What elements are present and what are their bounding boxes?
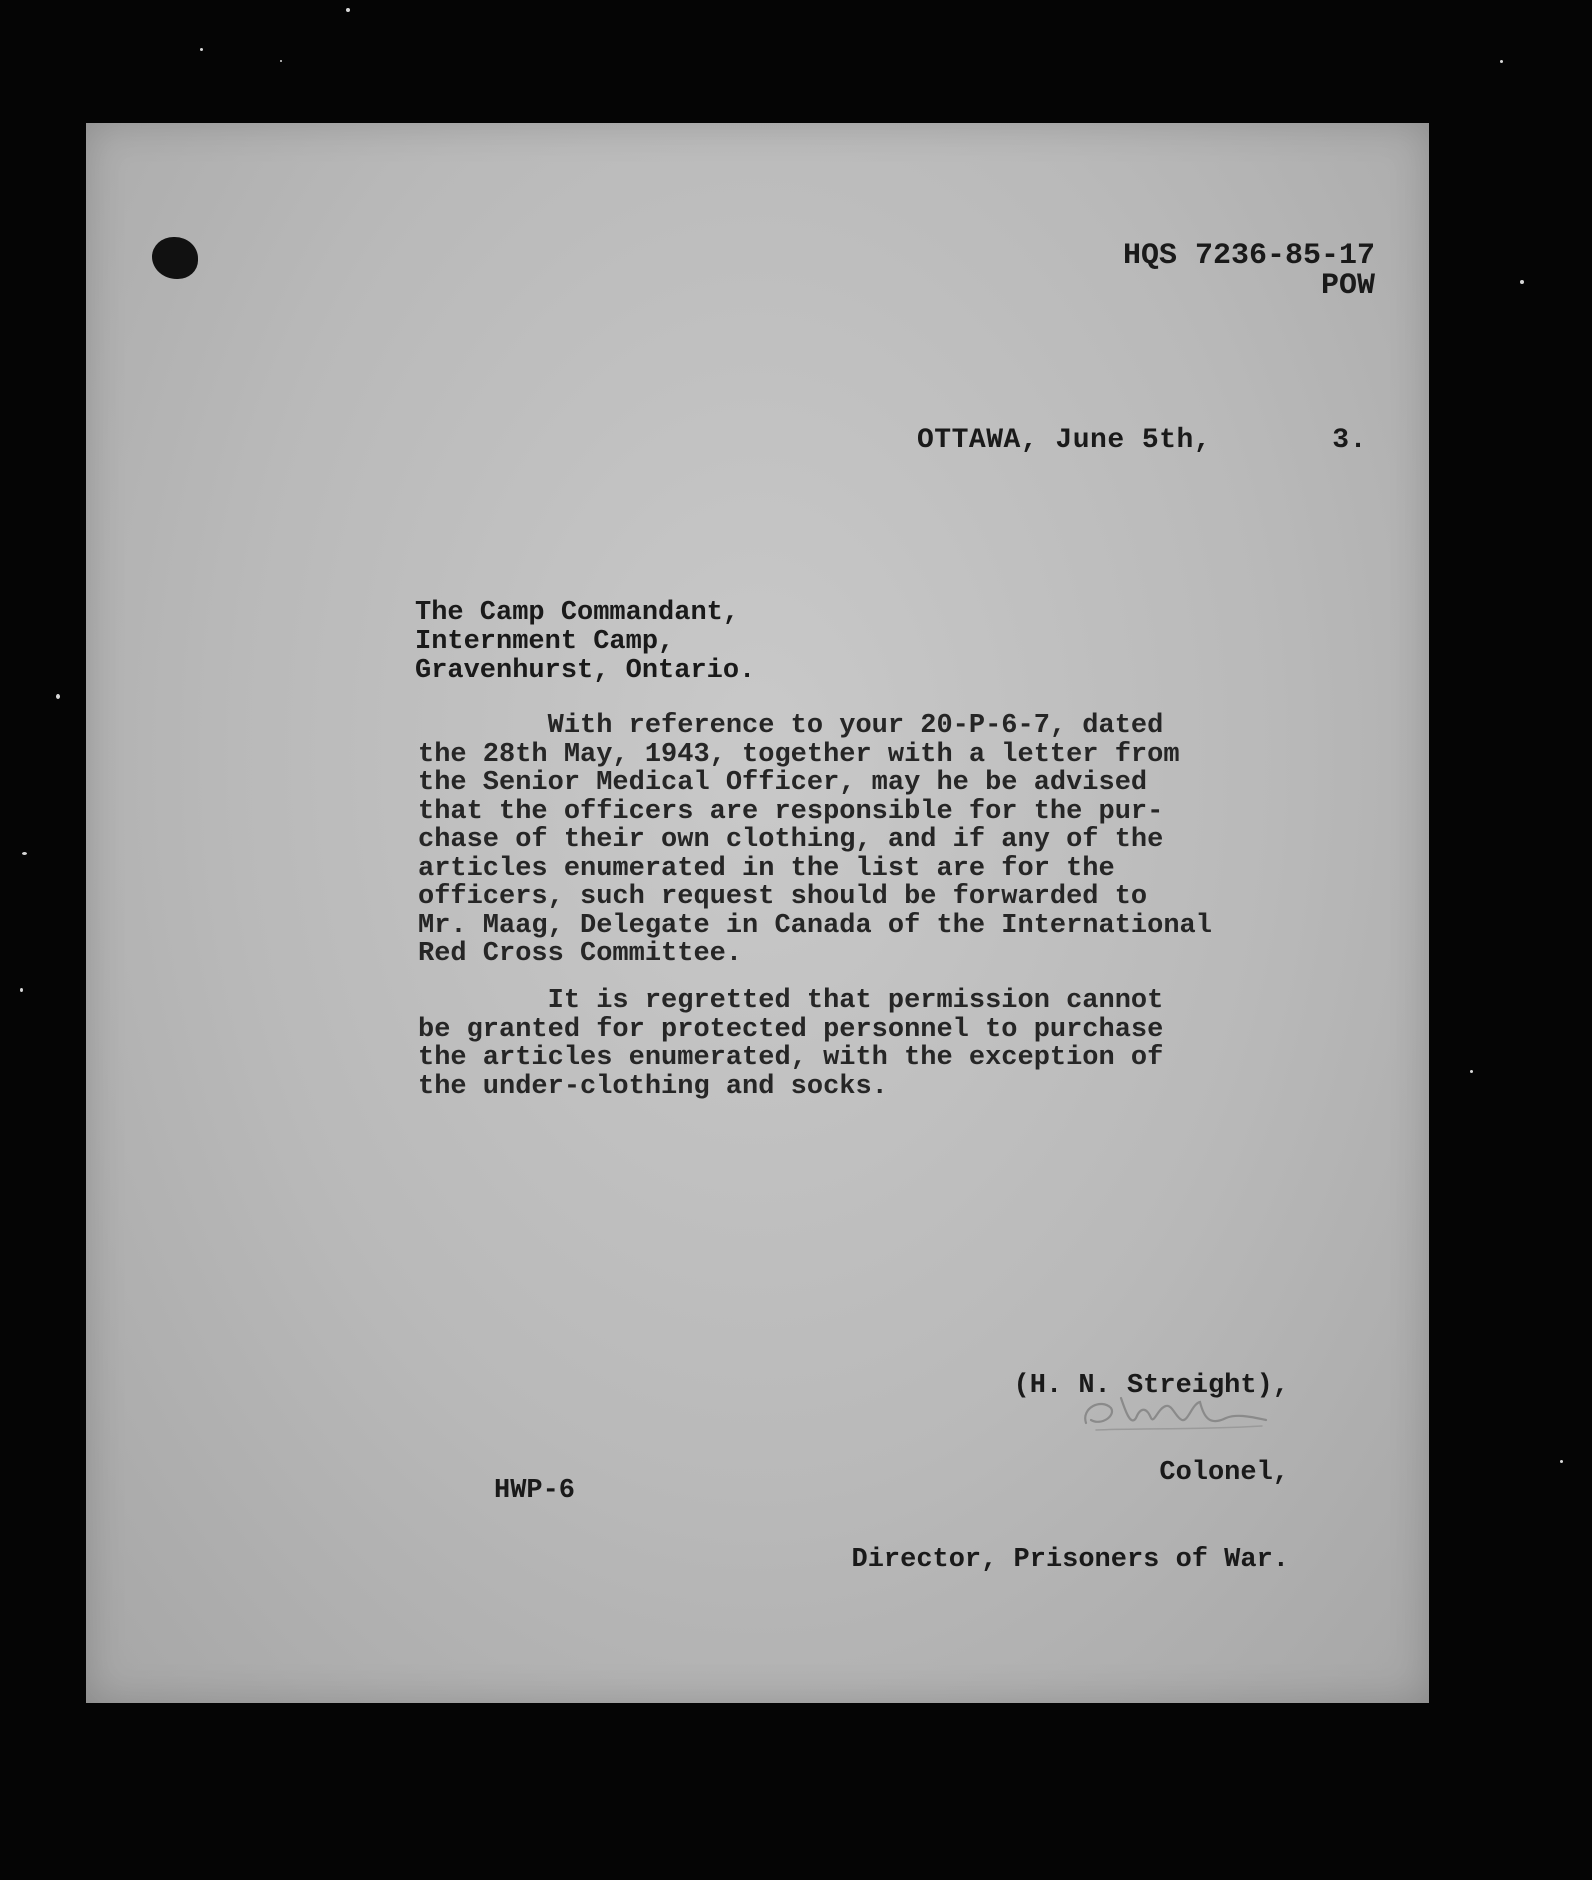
body-line: the under-clothing and socks. xyxy=(418,1071,888,1102)
body-paragraph-2 xyxy=(418,987,1163,1101)
file-reference-number: HQS 7236-85-17 xyxy=(1122,239,1375,273)
dust-speck xyxy=(346,8,350,12)
body-line: that the officers are responsible for the pur- xyxy=(418,796,1164,827)
dust-speck xyxy=(1520,280,1524,284)
letter-page xyxy=(86,123,1429,1703)
body-line: the 28th May, 1943, together with a letter from xyxy=(418,739,1180,770)
body-line: Mr. Maag, Delegate in Canada of the International xyxy=(418,910,1212,941)
signature-block xyxy=(752,1314,1289,1633)
recipient-line: The Camp Commandant, xyxy=(415,598,740,628)
dust-speck xyxy=(280,60,282,62)
body-line: chase of their own clothing, and if any of the xyxy=(418,825,1164,855)
recipient-line: Gravenhurst, Ontario. xyxy=(415,656,756,686)
dateline: OTTAWA, June 5th, 3. xyxy=(917,425,1367,456)
dust-speck xyxy=(1470,1070,1473,1073)
dust-speck xyxy=(1560,1460,1563,1463)
punch-hole xyxy=(152,237,198,279)
body-line: the Senior Medical Officer, may he be advised xyxy=(418,768,1148,798)
dust-speck xyxy=(22,852,27,855)
dust-speck xyxy=(1500,60,1503,63)
signatory-title: Director, Prisoners of War. xyxy=(851,1545,1289,1575)
file-reference-suffix: POW xyxy=(1320,269,1375,303)
body-line: the articles enumerated, with the exception of xyxy=(418,1043,1164,1073)
dust-speck xyxy=(200,48,203,51)
typist-initials: HWP-6 xyxy=(494,1476,576,1506)
body-line: Red Cross Committee. xyxy=(418,939,743,969)
body-line: articles enumerated in the list are for the xyxy=(418,853,1115,884)
recipient-address xyxy=(415,599,755,686)
signatory-rank: Colonel, xyxy=(1159,1458,1289,1488)
file-reference xyxy=(1123,241,1375,301)
recipient-line: Internment Camp, xyxy=(415,627,675,657)
body-line: It is regretted that permission cannot xyxy=(418,986,1164,1016)
body-line: be granted for protected personnel to purchase xyxy=(418,1014,1164,1045)
signatory-name: (H. N. Streight), xyxy=(1013,1371,1289,1401)
dust-speck xyxy=(56,694,60,699)
dust-speck xyxy=(20,988,23,992)
body-line: officers, such request should be forwarded to xyxy=(418,882,1148,912)
body-line: With reference to your 20-P-6-7, dated xyxy=(418,711,1164,741)
body-paragraph-1 xyxy=(418,712,1212,969)
